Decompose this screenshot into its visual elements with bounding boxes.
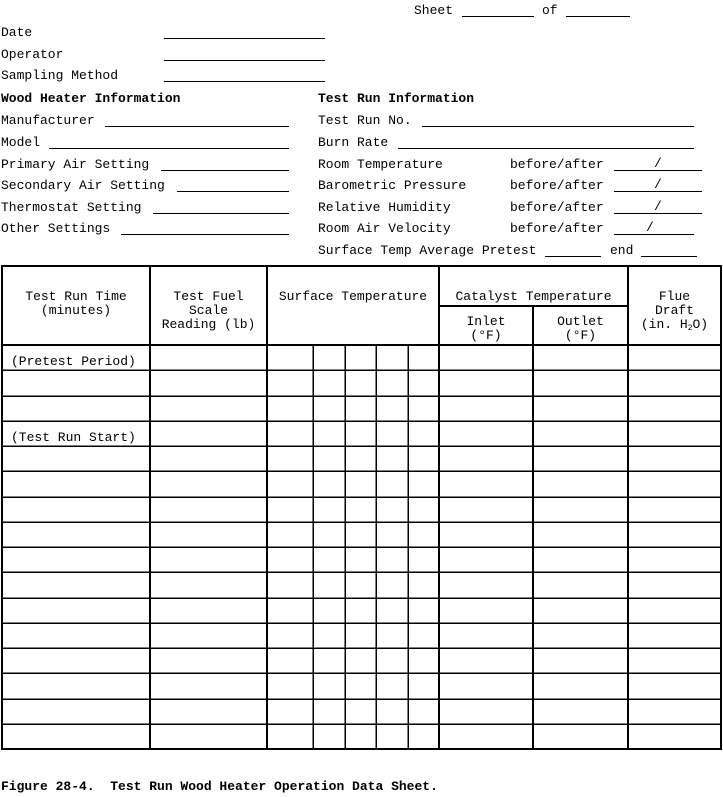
row-label-pretest: (Pretest Period)	[11, 354, 136, 369]
sampling-method-label: Sampling Method	[1, 68, 119, 83]
manufacturer-label: Manufacturer	[1, 113, 95, 128]
room-temperature-slash: /	[654, 156, 662, 171]
surface-temp-end-label: end	[610, 243, 634, 258]
burn-rate-label: Burn Rate	[318, 135, 389, 150]
thermostat-label: Thermostat Setting	[1, 200, 142, 215]
relative-humidity-label: Relative Humidity	[318, 200, 451, 215]
flue-draft-unit-suffix: O)	[692, 317, 709, 332]
room-air-velocity-label: Room Air Velocity	[318, 221, 451, 236]
room-temperature-before-after: before/after	[510, 157, 604, 172]
date-label: Date	[1, 25, 33, 40]
barometric-pressure-label: Barometric Pressure	[318, 178, 467, 193]
header-fuel-scale-reading: Test Fuel Scale Reading (lb)	[161, 289, 256, 332]
primary-air-label: Primary Air Setting	[1, 157, 150, 172]
relative-humidity-before-after: before/after	[510, 200, 604, 215]
flue-draft-unit-prefix: (in. H	[640, 317, 688, 332]
operator-label: Operator	[1, 47, 64, 62]
room-air-velocity-slash: /	[646, 220, 654, 235]
flue-draft-unit-subscript: 2	[687, 324, 693, 333]
test-run-section-title: Test Run Information	[318, 91, 475, 106]
header-inlet: Inlet (°F)	[466, 314, 506, 343]
header-surface-temperature: Surface Temperature	[278, 289, 428, 304]
surface-temp-average-label: Surface Temp Average Pretest	[318, 243, 537, 258]
wood-heater-section-title: Wood Heater Information	[1, 91, 181, 106]
figure-caption: Figure 28-4. Test Run Wood Heater Operation Data Sheet.	[1, 779, 438, 794]
sheet-label: Sheet	[414, 3, 454, 18]
barometric-pressure-slash: /	[654, 177, 662, 192]
header-test-run-time: Test Run Time (minutes)	[25, 289, 127, 318]
room-air-velocity-before-after: before/after	[510, 221, 604, 236]
room-temperature-label: Room Temperature	[318, 157, 443, 172]
header-outlet: Outlet (°F)	[557, 314, 604, 343]
other-settings-label: Other Settings	[1, 221, 111, 236]
of-label: of	[542, 3, 558, 18]
model-label: Model	[1, 135, 41, 150]
relative-humidity-slash: /	[654, 199, 662, 214]
header-flue-draft	[628, 290, 721, 336]
row-label-test-start: (Test Run Start)	[11, 430, 136, 445]
flue-draft-label: Flue Draft	[654, 289, 694, 318]
header-catalyst-temperature: Catalyst Temperature	[455, 289, 612, 304]
secondary-air-label: Secondary Air Setting	[1, 178, 165, 193]
test-run-no-label: Test Run No.	[318, 113, 412, 128]
barometric-pressure-before-after: before/after	[510, 178, 604, 193]
